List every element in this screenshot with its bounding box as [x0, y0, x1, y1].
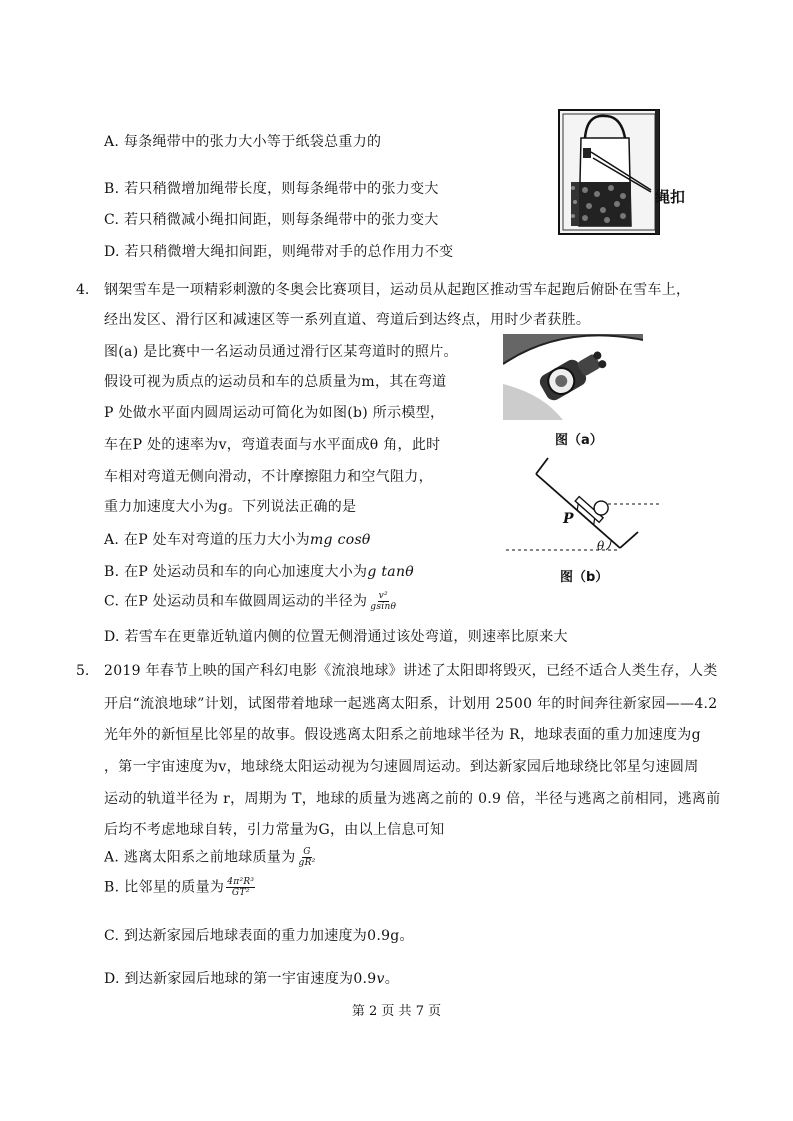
q5-option-d: D. 到达新家园后地球的第一宇宙速度为0.9v。 — [104, 971, 400, 987]
paper-bag-figure — [555, 108, 695, 238]
q4-option-c: C. 在P 处运动员和车做圆周运动的半径为 $\frac{\text{v²}}{gsin\theta}$ — [104, 591, 397, 612]
q3-option-b: B. 若只稍微增加绳带长度，则每条绳带中的张力变大 — [104, 181, 439, 197]
page-footer: 第 2 页 共 7 页 — [351, 1004, 442, 1019]
q4-line-1: 钢架雪车是一项精彩刺激的冬奥会比赛项目，运动员从起跑区推动雪车起跑后俯卧在雪车上， — [104, 282, 691, 298]
q5-option-a: A. 逃离太阳系之前地球质量为 $\frac{G}{\text{gR²}}$ — [104, 847, 316, 868]
figure-b-caption: 图（b） — [560, 570, 609, 585]
inclined-track-diagram — [500, 452, 670, 564]
q5-line-4: ，第一宇宙速度为v，地球绕太阳运动视为匀速圆周运动。到达新家园后地球绕比邻星匀速圆周 — [104, 759, 699, 775]
q3-option-d: D. 若只稍微增大绳扣间距，则绳带对手的总作用力不变 — [104, 244, 454, 260]
q5-line-5: 运动的轨道半径为 r，周期为 T，地球的质量为逃离之前的 0.9 倍，半径与逃离之前相同，逃离前 — [104, 791, 721, 807]
angle-theta-label: θ — [597, 539, 605, 553]
rope-buckle-label: 绳扣 — [655, 188, 686, 206]
q4-line-7: 车相对弯道无侧向滑动，不计摩擦阻力和空气阻力， — [104, 469, 433, 485]
q4-line-6: 车在P 处的速率为v，弯道表面与水平面成θ 角，此时 — [104, 437, 441, 453]
point-p-label: P — [563, 511, 574, 527]
q5-line-6: 后均不考虑地球自转，引力常量为G，由以上信息可知 — [104, 822, 445, 838]
figure-a-caption: 图（a） — [555, 433, 603, 448]
q4-option-a: A. 在P 处车对弯道的压力大小为mg cosθ — [104, 532, 371, 548]
sled-photo-figure — [503, 334, 643, 420]
q5-option-b: B. 比邻星的质量为 $\frac{\text{4π²R³}}{\text{GT²}}$ — [104, 877, 255, 898]
q5-number: 5. — [76, 663, 90, 679]
q4-number: 4. — [76, 282, 90, 298]
q5-option-c: C. 到达新家园后地球表面的重力加速度为0.9g。 — [104, 928, 414, 944]
q3-option-a: A. 每条绳带中的张力大小等于纸袋总重力的 — [104, 134, 382, 150]
q4-line-5: P 处做水平面内圆周运动可简化为如图(b) 所示模型， — [104, 405, 445, 421]
q5-line-2: 开启“流浪地球”计划，试图带着地球一起逃离太阳系，计划用 2500 年的时间奔往新家园——4.2 — [104, 696, 718, 712]
q4-line-2: 经出发区、滑行区和减速区等一系列直道、弯道后到达终点，用时少者获胜。 — [104, 312, 591, 328]
q4-option-d: D. 若雪车在更靠近轨道内侧的位置无侧滑通过该处弯道，则速率比原来大 — [104, 629, 568, 645]
q4-line-8: 重力加速度大小为g。下列说法正确的是 — [104, 499, 357, 515]
q3-option-c: C. 若只稍微减小绳扣间距，则每条绳带中的张力变大 — [104, 212, 439, 228]
q5-line-1: 2019 年春节上映的国产科幻电影《流浪地球》讲述了太阳即将毁灭，已经不适合人类生存，人类 — [104, 663, 718, 679]
q5-line-3: 光年外的新恒星比邻星的故事。假设逃离太阳系之前地球半径为 R，地球表面的重力加速度为g — [104, 727, 701, 743]
q4-line-4: 假设可视为质点的运动员和车的总质量为m，其在弯道 — [104, 374, 447, 390]
q4-line-3: 图(a) 是比赛中一名运动员通过滑行区某弯道时的照片。 — [104, 344, 458, 360]
q4-option-b: B. 在P 处运动员和车的向心加速度大小为g tanθ — [104, 564, 414, 580]
